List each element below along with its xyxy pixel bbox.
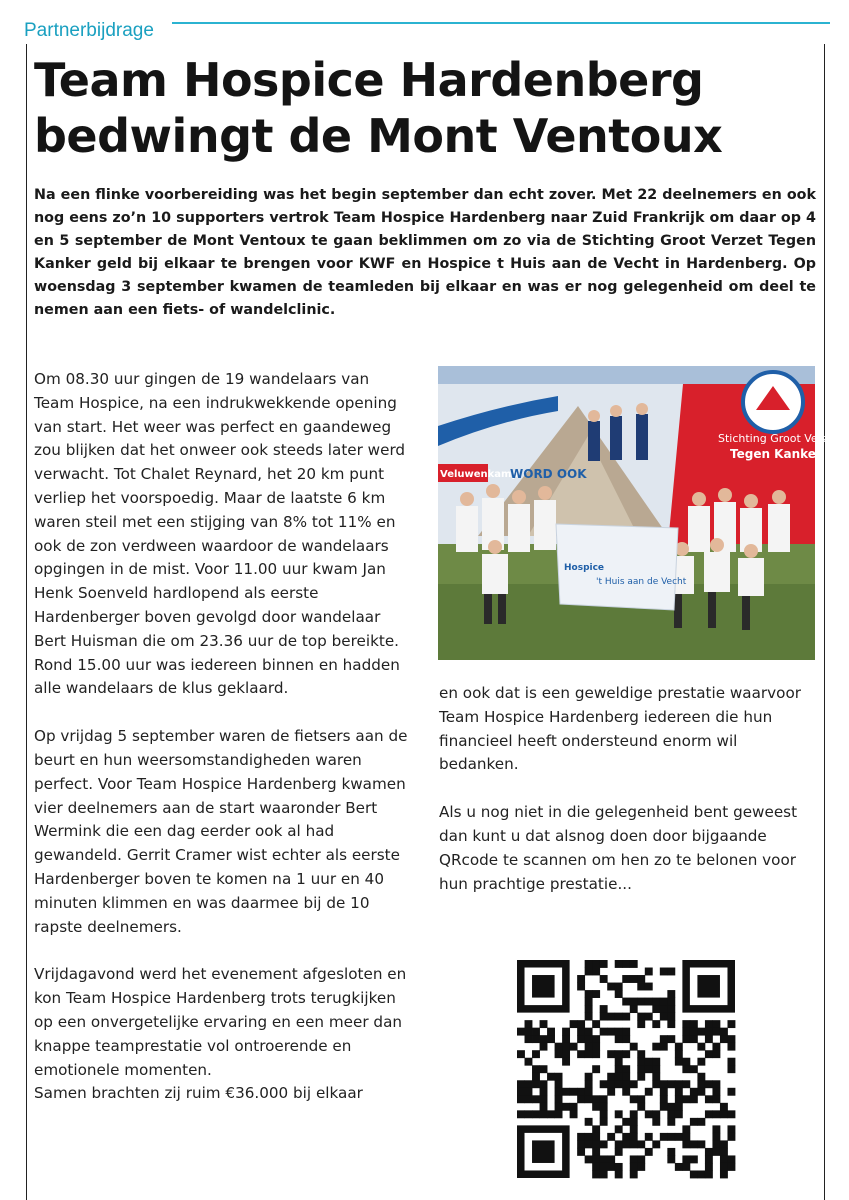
right-column: [439, 682, 817, 896]
donation-qr-code[interactable]: [517, 960, 735, 1178]
paragraph-total-raised: Samen brachten zij ruim €36.000 bij elkaar: [34, 1084, 363, 1103]
section-tag: Partnerbijdrage: [24, 20, 154, 41]
paragraph-qr-call: Als u nog niet in die gelegenheid bent geweest dan kunt u dat alsnog doen door bijgaande QRcode te scannen om hen zo te belonen voor hun prachtige prestatie...: [439, 803, 798, 893]
headline: Team Hospice Hardenberg bedwingt de Mont Ventoux: [34, 53, 723, 163]
banner-slogan-text: WORD OOK: [510, 467, 587, 481]
banner-brand-text: Veluwenkamp: [440, 469, 519, 480]
paragraph-closing: Vrijdagavond werd het evenement afgesloten en kon Team Hospice Hardenberg trots terugkijken op een onvergetelijke ervaring en een meer dan knappe teamprestatie vol ontroerende en emotionele momenten.: [34, 965, 407, 1079]
left-column: [34, 368, 410, 1106]
flag-line2: 't Huis aan de Vecht: [596, 577, 687, 587]
team-photo: [438, 366, 840, 660]
right-border-rule: [824, 44, 825, 1200]
banner-org-text: Stichting Groot Verzet: [718, 432, 840, 445]
flag-line1: Hospice: [564, 563, 605, 573]
intro-paragraph: Na een flinke voorbereiding was het begin september dan echt zover. Met 22 deelnemers en ook nog eens zo’n 10 supporters vertrok Team Hospice Hardenberg naar Zuid Frankrijk om daar op 4 en 5 september de Mont Ventoux te gaan beklimmen om zo via de Stichting Groot Verzet Tegen Kanker geld bij elkaar te brengen voor KWF en Hospice t Huis aan de Vecht in Hardenberg. Op woensdag 3 september kwamen de teamleden bij elkaar en was er nog gelegenheid om deel te nemen aan een fiets- of wandelclinic.: [34, 187, 816, 318]
header-rule: [172, 22, 830, 24]
left-border-rule: [26, 44, 27, 1200]
paragraph-walkers: Om 08.30 uur gingen de 19 wandelaars van Team Hospice, na een indrukwekkende opening van start. Het weer was perfect en gaandeweg zou blijken dat het onweer ook steeds later werd verwacht. Tot Chalet Reynard, het 20 km punt verliep het voorspoedig. Maar de laatste 6 km waren steil met een stijging van 8% tot 11% en ook de zon verdween waardoor de wandelaars opgingen in de mist. Voor 11.00 uur kwam Jan Henk Soenveld hardlopend als eerste Hardenberger boven gevolgd door wandelaar Bert Huisman die om 23.36 uur de top bereikte. Rond 15.00 uur was iedereen binnen en hadden alle wandelaars de klus geklaard.: [34, 370, 406, 698]
banner-tagline-text: Tegen Kanker: [730, 447, 822, 461]
paragraph-thanks: en ook dat is een geweldige prestatie waarvoor Team Hospice Hardenberg iedereen die hun financieel heeft ondersteund enorm wil bedanken.: [439, 684, 801, 774]
paragraph-cyclists: Op vrijdag 5 september waren de fietsers aan de beurt en hun weersomstandigheden waren perfect. Voor Team Hospice Hardenberg kwamen vier deelnemers aan de start waaronder Bert Wermink die een dag eerder ook al had gewandeld. Gerrit Cramer wist echter als eerste Hardenberger boven te komen na 1 uur en 40 minuten klimmen en was daarmee bij de 10 rapste deelnemers.: [34, 727, 408, 936]
